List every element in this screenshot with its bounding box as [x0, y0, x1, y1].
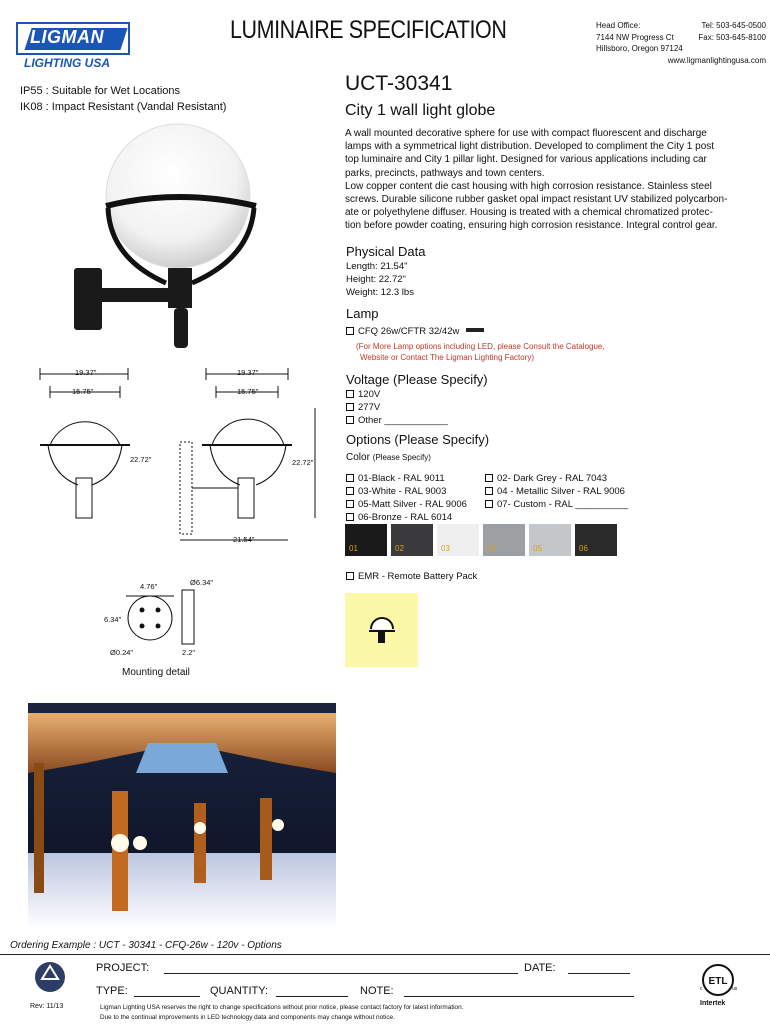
dim-hole: Ø0.24": [110, 648, 134, 657]
voltage-120[interactable]: 120V: [346, 388, 448, 401]
type-label: TYPE:: [96, 985, 128, 997]
model-number: UCT-30341: [345, 72, 453, 95]
height: Height: 22.72": [346, 274, 406, 285]
product-description: A wall mounted decorative sphere for use with compact fluorescent and discharge lamps with a symmetrical light distribution. Developed to compliment the City 1 post top luminaire and City 1 pillar light. Designed for various applications including car parks, precincts, pathways and town centers. Low copper content die cast housing with high corrosion resistance. Stainless steel screws. Durable silicone rubber gasket opal impact resistant UV stabilized polycarbon- ate or polyethylene diffuser. Housing is treated with a chemical chromatized protec- tion before powder coating, ensuring high corrosion resistance. Integral control gear.: [345, 128, 728, 232]
ip-rating: IP55 : Suitable for Wet Locations: [20, 85, 180, 97]
voltage-options: [346, 388, 448, 427]
lamp-icon: [466, 328, 484, 332]
document-title: LUMINAIRE SPECIFICATION: [230, 16, 507, 44]
colors-right: [485, 472, 628, 511]
dim-mount-width: 4.76": [140, 582, 158, 591]
logo-text: LIGMAN: [30, 27, 104, 47]
voltage-277[interactable]: 277V: [346, 401, 448, 414]
legal-notice: Ligman Lighting USA reserves the right to change specifications without prior notice, please contact factory for latest information. Due to the continual improvements in LED technology data and components may change without notice.: [100, 1004, 464, 1021]
product-name: City 1 wall light globe: [345, 102, 496, 119]
city: Hillsboro, Oregon 97124: [596, 44, 683, 53]
emr-option[interactable]: EMR - Remote Battery Pack: [346, 570, 477, 583]
physical-data-heading: Physical Data: [346, 244, 426, 259]
dim-width-outer-right: 19.37": [237, 368, 259, 377]
color-05[interactable]: 05-Matt Silver - RAL 9006: [346, 498, 467, 511]
mounting-detail-label: Mounting detail: [122, 667, 190, 678]
color-07[interactable]: 07- Custom - RAL __________: [485, 498, 628, 511]
color-label: Color (Please Specify): [346, 452, 431, 463]
color-03[interactable]: 03-White - RAL 9003: [346, 485, 467, 498]
dim-mount-height: 6.34": [104, 615, 122, 624]
dim-width-inner-left: 15.75": [72, 387, 94, 396]
installation-photo: [28, 703, 336, 929]
dim-height-left: 22.72": [130, 455, 152, 464]
dim-width-inner-right: 15.75": [237, 387, 259, 396]
weight: Weight: 12.3 lbs: [346, 287, 414, 298]
quantity-field[interactable]: [276, 996, 348, 997]
project-field[interactable]: [164, 973, 518, 974]
svg-text:us: us: [732, 986, 738, 992]
color-swatch-03: 03: [437, 524, 479, 556]
logo-subtitle: LIGHTING USA: [24, 56, 110, 70]
color-swatch-02: 02: [391, 524, 433, 556]
color-swatch-05: 05: [529, 524, 571, 556]
dimension-drawing: [30, 360, 340, 670]
dim-height-right: 22.72": [292, 458, 314, 467]
recycle-icon: [32, 957, 68, 997]
voltage-other[interactable]: Other ____________: [346, 414, 448, 427]
svg-text:ETL: ETL: [708, 976, 728, 987]
footer-divider: [0, 954, 770, 955]
color-swatch-01: 01: [345, 524, 387, 556]
product-photo: [70, 118, 280, 353]
contact-block: [596, 20, 766, 66]
emr-image: [345, 593, 418, 667]
ik-rating: IK08 : Impact Resistant (Vandal Resistant): [20, 101, 227, 113]
color-04[interactable]: 04 - Metallic Silver - RAL 9006: [485, 485, 628, 498]
color-02[interactable]: 02- Dark Grey - RAL 7043: [485, 472, 628, 485]
options-heading: Options (Please Specify): [346, 432, 490, 447]
website: www.ligmanlightingusa.com: [667, 55, 766, 65]
voltage-heading: Voltage (Please Specify): [346, 372, 488, 387]
ordering-example: Ordering Example : UCT - 30341 - CFQ-26w - 120v - Options: [10, 940, 282, 951]
color-swatch-04: 04: [483, 524, 525, 556]
emr-checkbox[interactable]: [346, 572, 354, 580]
lamp-heading: Lamp: [346, 306, 379, 321]
type-field[interactable]: [134, 996, 200, 997]
tel: Tel: 503-645-0500: [701, 21, 766, 30]
revision: Rev: 11/13: [30, 1003, 64, 1010]
color-01[interactable]: 01-Black - RAL 9011: [346, 472, 467, 485]
color-swatch-06: 06: [575, 524, 617, 556]
lamp-note: (For More Lamp options including LED, please Consult the Catalogue, Website or Contact The Ligman Lighting Factory): [356, 342, 605, 362]
dim-width-outer-left: 19.37": [75, 368, 97, 377]
lamp-checkbox[interactable]: [346, 327, 354, 335]
date-label: DATE:: [524, 962, 556, 974]
svg-text:c: c: [700, 986, 703, 992]
note-field[interactable]: [404, 996, 634, 997]
lamp-option[interactable]: CFQ 26w/CFTR 32/42w: [346, 325, 484, 338]
dim-mount-diameter: Ø6.34": [190, 578, 214, 587]
dim-depth: 21.54": [233, 535, 255, 544]
ligman-logo: [16, 22, 132, 72]
dim-mount-depth: 2.2": [182, 648, 196, 657]
length: Length: 21.54": [346, 261, 408, 272]
colors-left: [346, 472, 467, 524]
cert-label: Intertek: [700, 1000, 726, 1007]
color-06[interactable]: 06-Bronze - RAL 6014: [346, 511, 467, 524]
project-label: PROJECT:: [96, 962, 150, 974]
quantity-label: QUANTITY:: [210, 985, 269, 997]
note-label: NOTE:: [360, 985, 394, 997]
physical-data: [346, 260, 414, 299]
fax: Fax: 503-645-8100: [698, 32, 766, 42]
date-field[interactable]: [568, 973, 630, 974]
address: 7144 NW Progress Ct: [596, 32, 674, 42]
office-label: Head Office:: [596, 21, 641, 30]
